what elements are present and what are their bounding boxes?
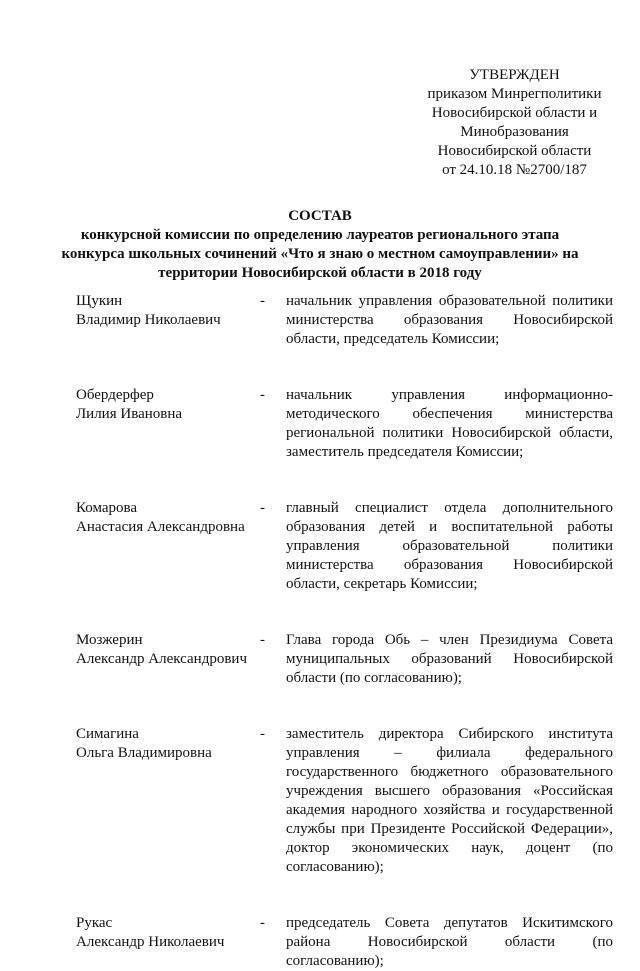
description-line: государственного бюджетного образовательного — [286, 764, 613, 780]
description-line: региональной политики Новосибирской области, — [286, 425, 613, 441]
description-line: заместитель директора Сибирского института — [286, 726, 613, 742]
member-description — [286, 725, 613, 877]
approval-line: Новосибирской области — [437, 143, 592, 159]
member-given-name: Александр Александрович — [76, 651, 247, 667]
member-surname: Мозжерин — [76, 632, 143, 648]
member-name — [76, 725, 256, 763]
description-line: заместитель председателя Комиссии; — [286, 444, 524, 460]
member-name — [76, 499, 256, 537]
member-entry — [76, 292, 616, 349]
member-surname: Комарова — [76, 500, 138, 516]
member-name — [76, 631, 256, 669]
title-line: конкурса школьных сочинений «Что я знаю о местном самоуправлении» на — [61, 246, 579, 262]
description-line: согласованию); — [286, 859, 384, 875]
description-line: области, секретарь Комиссии; — [286, 576, 478, 592]
title-line: территории Новосибирской области в 2018 году — [158, 265, 482, 281]
description-line: методического обеспечения министерства — [286, 406, 613, 422]
description-line: министерства образования Новосибирской — [286, 312, 613, 328]
member-dash: - — [260, 632, 265, 648]
description-line: главный специалист отдела дополнительного — [286, 500, 613, 516]
member-description — [286, 631, 613, 688]
member-description — [286, 499, 613, 594]
member-entry — [76, 499, 616, 594]
approval-line: приказом Минрегполитики — [427, 86, 602, 102]
approval-line: Новосибирской области и — [431, 105, 598, 121]
member-description — [286, 386, 613, 462]
description-line: образования детей и воспитательной работы — [286, 519, 613, 535]
member-entry — [76, 386, 616, 462]
description-line: начальник управления образовательной политики — [286, 293, 613, 309]
document-title — [40, 206, 600, 283]
member-dash: - — [260, 726, 265, 742]
member-name — [76, 914, 256, 952]
description-line: области (по согласованию); — [286, 670, 462, 686]
member-surname: Симагина — [76, 726, 139, 742]
member-given-name: Александр Николаевич — [76, 934, 225, 950]
description-line: начальник управления информационно- — [286, 387, 613, 403]
member-surname: Щукин — [76, 293, 123, 309]
description-line: учреждения высшего образования «Российская — [286, 783, 613, 799]
member-dash: - — [260, 500, 265, 516]
approval-line: УТВЕРЖДЕН — [469, 67, 560, 83]
member-dash: - — [260, 387, 265, 403]
member-given-name: Лилия Ивановна — [76, 406, 183, 422]
member-entry — [76, 631, 616, 688]
approval-line: Минобразования — [460, 124, 569, 140]
description-line: района Новосибирской области (по — [286, 934, 613, 950]
description-line: доктор экономических наук, доцент (по — [286, 840, 613, 856]
member-given-name: Владимир Николаевич — [76, 312, 221, 328]
member-surname: Обердерфер — [76, 387, 154, 403]
description-line: муниципальных образований Новосибирской — [286, 651, 613, 667]
description-line: согласованию); — [286, 953, 384, 969]
description-line: области, председатель Комиссии; — [286, 331, 500, 347]
description-line: Глава города Обь – член Президиума Совета — [286, 632, 613, 648]
description-line: министерства образования Новосибирской — [286, 557, 613, 573]
members-list — [76, 292, 616, 971]
member-description — [286, 292, 613, 349]
description-line: службы при Президенте Российской Федерации», — [286, 821, 613, 837]
description-line: академия народного хозяйства и государственной — [286, 802, 613, 818]
approval-line: от 24.10.18 №2700/187 — [442, 162, 587, 178]
member-name — [76, 386, 256, 424]
member-surname: Рукас — [76, 915, 113, 931]
description-line: управления образовательной политики — [286, 538, 613, 554]
description-line: председатель Совета депутатов Искитимского — [286, 915, 613, 931]
member-given-name: Анастасия Александровна — [76, 519, 245, 535]
approval-stamp — [412, 66, 617, 180]
member-entry — [76, 914, 616, 971]
member-entry — [76, 725, 616, 877]
title-heading: СОСТАВ — [288, 208, 352, 224]
member-description — [286, 914, 613, 971]
member-dash: - — [260, 293, 265, 309]
member-given-name: Ольга Владимировна — [76, 745, 212, 761]
description-line: управления – филиала федерального — [286, 745, 613, 761]
title-line: конкурсной комиссии по определению лауреатов регионального этапа — [80, 227, 560, 243]
member-name — [76, 292, 256, 330]
member-dash: - — [260, 915, 265, 931]
